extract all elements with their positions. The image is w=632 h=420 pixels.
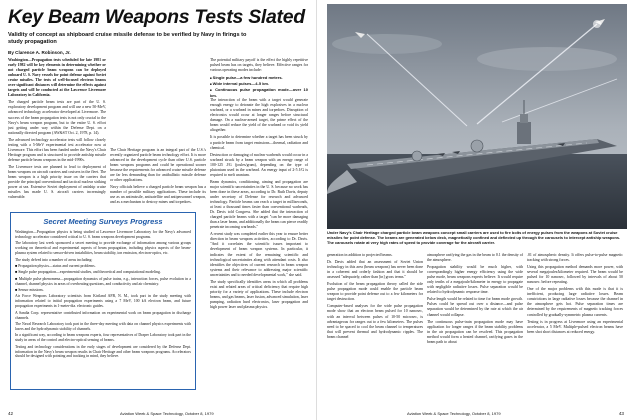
paragraph: Using this propagation method demands more power, with several megajoules/kilometer required. The beam would be pulsed for 10 nanosec, followed by intervals of about 50 nanosec. before repeating. [527, 265, 623, 285]
paragraph: Washington—Propagation tests scheduled for late 1981 or early 1982 will be key elements in determining whether or not charged particle beam weapons can be deployed onboard U. S. Navy vessels for point defense against Soviet cruise missiles. The tests of well-focused electron beams over significant distances will determine the effects against targets and will be conducted at the Lawrence Livermore Laboratory in California. [8, 58, 106, 98]
aircraft-carrier-beam-weapon-illustration [327, 4, 627, 229]
paragraph: The interaction of the beam with a target would generate enough energy to detonate the high explosives in a nuclear warhead, or a warhead in mines and torpedoes. Disruption of electronics would occur at longer ranges before structural damage. On a nuclear-armed target, the prime effect of the beam would reduce the yield of the warhead or void its yield altogether. [210, 98, 308, 133]
paragraph: The Livermore tests are planned to lead to deployment of beam weapons on aircraft carriers and cruisers in the fleet. The beam weapon is a high priority issue on the carriers that provide the principal conventional and tactical nuclear striking power at sea. Extensive Soviet deployment of antiship cruise missiles has made U. S. aircraft carriers increasingly vulnerable. [8, 164, 106, 200]
paragraph: In a significant way, according to beam weapons experts, four representatives of Draper Laboratory took part in the study in areas of the control and electro-optical sensing of beams. [15, 333, 191, 343]
paragraph: ■ Multiple pulse phenomena—propagation dynamics of pulse trains, e.g., interaction forces, pulse evolution in a channel, channel physics in areas of overheating questions, and conductivity and air chemistry. [15, 276, 191, 286]
paragraph: The study delved into a number of areas including: [15, 257, 93, 262]
list-item: ■ Single pulse—a few hundred meters. [210, 75, 308, 81]
paragraph: .01 of atmospheric density. It offers pulse-to-pulse magnetic tracking with strong forces. [527, 253, 623, 263]
text-column-2 [110, 148, 206, 210]
paragraph: ■ Sensor missions. [15, 288, 44, 293]
illustration-caption: Under Navy's Chair Heritage charged particle beam weapons concept small carriers are used to fire bolts of energy pulses from the weapons at Soviet cruise missiles for point defense. The beams are generated below deck, magnetically confined and deflected up through the carousels to intercept antiship weapons. The carousels rotate at very high rates of speed to provide coverage for the aircraft carrier. [327, 230, 621, 245]
paragraph: The continuous pulse-train propagation mode may have application for longer ranges if the beam stability problems in the air propagation can be resolved. This propagation method would form a heated channel, rarifying gases in the beam path to about [427, 319, 523, 344]
sidebar-text [11, 230, 195, 359]
paragraph: Air Force Weapons Laboratory scientists from Kirtland AFB, N. M., took part in the study meeting with information related to initial propagation experiments using a 7 MeV, 100 kA electron beam, and future propagation experiments in 1-meter-dia. electronic guides. [15, 294, 191, 309]
list-item: ■ Wide interval pulses—4-5 km. [210, 81, 308, 87]
paragraph: Computer-based analyses for the wide pulse propagation mode show that an electron beam pulsed for 10 nanosec, with an interval between pulses of 10-50 microsec, is advantageous for ranges out to a few kilometers. The pulses need to be spaced to cool the beam channel to temperatures that will prevent thermal and hydrodynamic ripples. The beam channel [327, 304, 423, 339]
paragraph: Dr. Davis added that an assessment of Soviet Union technology in this area (beam weapons) has never been done in a coherent and orderly fashion and that it should be assessed "adequately, rather than [in] gross terms." [327, 260, 423, 280]
paragraph: generation in addition to projected beams. [327, 253, 393, 257]
paragraph: Testing and technology considerations in the early stages of development are considered by the Defense Dept. information in the Navy's beam weapon results in Chair Heritage and other beam weapons programs. Accelerators should be designed with pointing and tracking in mind, they believe. [15, 344, 191, 359]
paragraph: The potential military payoff is the effect the highly repetitive pulsed beam has on targets, they believe. Effective ranges for various operating modes include: [210, 58, 308, 73]
text-column-3 [527, 253, 623, 401]
paragraph: A recent study was completed earlier this year to ensure better direction in beam weapons activities, according to Dr. Davis. "And it correlates the scientific issues important to development of beam weapon systems. In particular, it indicates the extent of the remaining scientific and technological uncertainties along with attendant costs. It also identifies the objectives of current research in beam weapon systems and their relevance to addressing major scientific uncertainties and to needed developmental work," she said. [210, 232, 308, 277]
paragraph: Destruction or damaging of nuclear warheads would occur in a warhead struck by a beam weapon with an energy range of 100-125 J/G (joules/gram), depending on the type of plutonium used in the warhead. An energy input of 2-5 J/G is required to melt uranium. [210, 152, 308, 177]
paragraph: The laboratory last week sponsored a secret meeting to provide exchange of information among various groups working on theoretical and experimental aspects of beam propagation, including physics aspects of the beam-plasma system related to sensor-driven instabilities, beam stability, ion emission, electron-optics, etc. [15, 241, 191, 256]
paragraph: It is possible to determine whether a target has been struck by a particle beam from target emissions—thermal, radiation and chemical. [210, 135, 308, 150]
text-column-1 [8, 58, 106, 210]
text-column-2 [427, 253, 523, 401]
paragraph: The advanced technology accelerator tests will follow closely testing with a 5-MeV experimental test accelerator now at Livermore. This effort has been funded under the Navy's Chair Heritage program and is structured to provide antiship missile defense particle beam weapons in the mid-1990s. [8, 137, 106, 162]
folio-text: Aviation Week & Space Technology, October 8, 1979 [120, 411, 214, 416]
paragraph: The Chair Heritage program is an integral part of the U.S.'s recently organized particle beam technology effort. It is more advanced in the development cycle than other U.S. particle beam weapons programs and could be operational sooner because the requirements for advanced cruise missile defense are far less demanding than for antiballistic missile defense or other applications. [110, 148, 206, 183]
paragraph: One of the major problems with this mode is that it is inefficient, producing large radiative losses. Beam constrictions in large radiative losses because the channel in the atmosphere gets hot. Pulse separation times are determined by the requirements of magnetic tracking forces controlled by gradually-symmetric plasma currents. [527, 287, 623, 317]
list-item: ■ Continuous pulse propagation mode—over 10 km. [210, 87, 308, 98]
paragraph: Pulse length would be related to time for beam mode growth. Pulses could be spread out over a distance—and pulse separation would be determined by the rate at which the air channel would collapse. [427, 297, 523, 317]
page-number: 43 [618, 411, 624, 416]
text-column-3 [210, 58, 308, 404]
paragraph: A Sandia Corp. representative contributed information on experimental work on beam propagation in discharge channels. [15, 310, 191, 320]
sidebar-box [10, 212, 196, 390]
paragraph: Navy officials believe a charged particle beam weapon has a number of possible military applications. These include its use as an antimissile, antisatellite and antipersonnel weapon, and as a mechanism to destroy mines and torpedoes. [110, 185, 206, 205]
paragraph: ■ Single pulse propagation—experimental studies, and theoretical and computational modeling. [15, 270, 161, 275]
paragraph: Testing is in progress at Livermore using an experimental accelerator, a 5 MeV. Multiple-pulsed electron beams have been shot short distances at reduced energy. [527, 319, 623, 334]
paragraph: The Naval Research Laboratory took part in the three-day meeting with data on channel physics experiments with lasers and the hydrodynamic stability of channels. [15, 322, 191, 331]
byline: By Clarence A. Robinson, Jr. [8, 50, 71, 55]
paragraph: Washington—Propagation physics is being studied at Lawrence Livermore Laboratory for the Navy's advanced technology accelerator considered critical to U. S. beam weapons development programs. [15, 230, 191, 239]
sidebar-heading: Secret Meeting Surveys Progress [43, 217, 163, 226]
carrier-illustration [327, 4, 627, 229]
right-page [316, 0, 632, 420]
range-list [210, 75, 308, 98]
text-column-1 [327, 253, 423, 401]
paragraph: ■ Propagation physics—status and current problems. [15, 263, 96, 268]
paragraph: atmosphere rarifying the gas in the beam to 0.1 the density of the atmosphere. [427, 253, 523, 263]
paragraph: The study specifically identifies areas in which all problems exist and related areas of critical deficiency that require high priority for a variety of applications. These include electron beams, and gas beams, laser fusion, advanced simulation, laser pumping, radiation hard electronics, laser propagation and high power laser and plasma physics. [210, 279, 308, 309]
article-subtitle: Validity of concept as shipboard cruise missile defense to be verified by Navy in firings to study propagation [8, 32, 247, 45]
paragraph: Beam dynamics, conditioning, aiming and propagation are major scientific uncertainties in the U. S. because no work has been done in these areas, according to Dr. Ruth Davis, deputy under secretary of Defense for research and advanced technology. Particle beams can reach a target in milliseconds, at least a thousand times faster than conventional warheads, Dr. Davis told Congress. She added that the interaction of charged particle beams with a target "can be more damaging than a laser beam, and additionally the beam can pierce readily penetrate incoming warheads." [210, 179, 308, 230]
paragraph: The charged particle beam tests are part of the U. S. exploratory development program and will use a new 50-MeV, advanced technology accelerator developed at Livermore. The success of the beam propagation tests is not only crucial to the Navy's beam weapon program, but to the entire U. S. effort just getting under way within the Defense Dept. on a nationally directed program (AW&ST Oct. 2, 1978, p. 14). [8, 100, 106, 135]
page-number: 42 [8, 411, 14, 416]
article-title: Key Beam Weapons Tests Slated [8, 6, 305, 28]
paragraph: Evolution of the beam propagation theory called the side pulse propagation mode could enable the particle beam weapon to provide point defense out to a few kilometers for target destruction. [327, 282, 423, 302]
folio-text: Aviation Week & Space Technology, October 8, 1979 [407, 411, 501, 416]
paragraph: Propagation stability would be much higher, with correspondingly higher energy efficiency using the wide pulse mode, beam weapons experts believe. It would require only tenths of a megajoule/kilometer in energy to propagate with negligible radiative losses. Pulse separation would be related to hydrodynamic response time. [427, 265, 523, 295]
